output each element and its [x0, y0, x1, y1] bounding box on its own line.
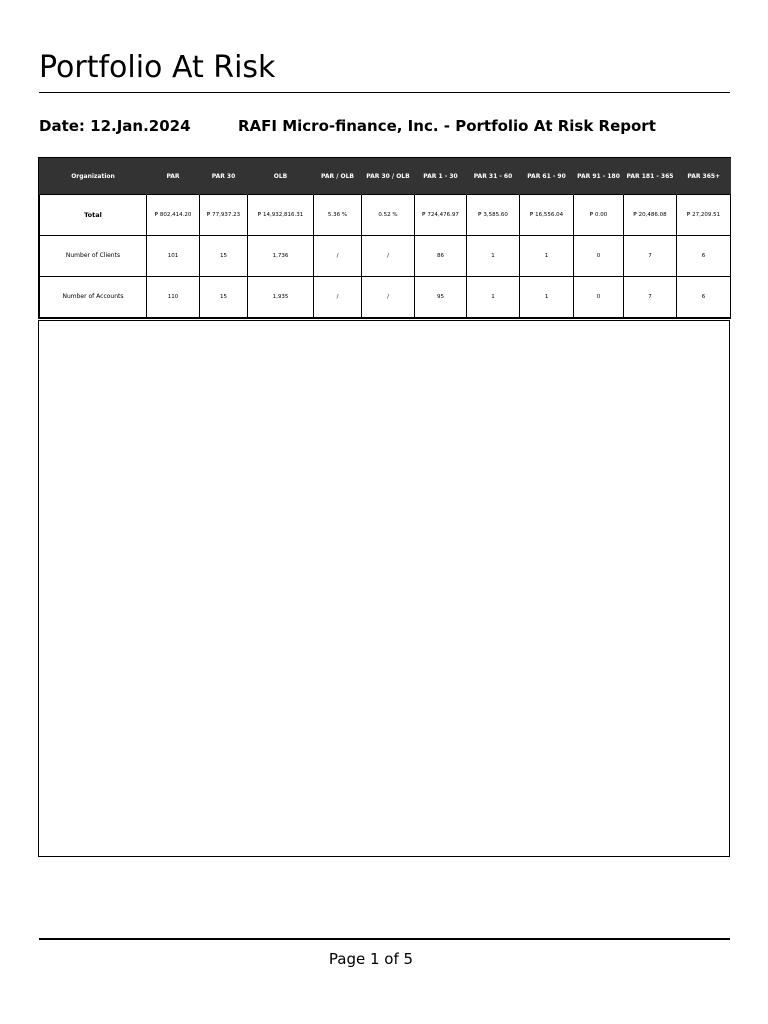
table-cell: 1: [520, 277, 574, 318]
header-par-30-olb: PAR 30 / OLB: [362, 158, 415, 195]
table-cell: 6: [677, 277, 731, 318]
table-cell: ₱ 802,414.20: [147, 195, 200, 236]
table-cell: 0: [574, 236, 624, 277]
par-table: [39, 158, 731, 318]
table-cell: ₱ 77,937.23: [200, 195, 248, 236]
table-cell: 110: [147, 277, 200, 318]
table-cell: 15: [200, 236, 248, 277]
table-cell: ₱ 3,585.60: [467, 195, 520, 236]
table-cell: 6: [677, 236, 731, 277]
table-cell: ₱ 27,209.51: [677, 195, 731, 236]
header-par: PAR: [147, 158, 200, 195]
header-par-30: PAR 30: [200, 158, 248, 195]
row-label: Total: [40, 195, 147, 236]
table-cell: 95: [415, 277, 467, 318]
header-par-1-30: PAR 1 - 30: [415, 158, 467, 195]
report-date: Date: 12.Jan.2024: [39, 117, 191, 135]
par-table-container: [38, 157, 731, 319]
header-organization: Organization: [40, 158, 147, 195]
table-row-accounts: [40, 277, 731, 318]
table-cell: 86: [415, 236, 467, 277]
table-cell: 0.52 %: [362, 195, 415, 236]
header-par-181-365: PAR 181 - 365: [624, 158, 677, 195]
row-label: Number of Accounts: [40, 277, 147, 318]
table-header-row: [40, 158, 731, 195]
title-divider: [39, 92, 730, 93]
table-cell: 7: [624, 277, 677, 318]
table-cell: 1,736: [248, 236, 314, 277]
table-cell: /: [362, 236, 415, 277]
header-olb: OLB: [248, 158, 314, 195]
header-par-91-180: PAR 91 - 180: [574, 158, 624, 195]
header-par-olb: PAR / OLB: [314, 158, 362, 195]
table-cell: 101: [147, 236, 200, 277]
table-row-clients: [40, 236, 731, 277]
table-cell: ₱ 14,932,816.31: [248, 195, 314, 236]
row-label: Number of Clients: [40, 236, 147, 277]
table-cell: 1,935: [248, 277, 314, 318]
footer-divider: [39, 938, 730, 940]
table-cell: ₱ 16,556.04: [520, 195, 574, 236]
header-par-61-90: PAR 61 - 90: [520, 158, 574, 195]
report-title: RAFI Micro-finance, Inc. - Portfolio At Risk Report: [238, 117, 656, 135]
table-cell: 0: [574, 277, 624, 318]
table-cell: 1: [467, 277, 520, 318]
header-par-365-plus: PAR 365+: [677, 158, 731, 195]
table-cell: 15: [200, 277, 248, 318]
table-cell: /: [314, 277, 362, 318]
table-cell: ₱ 0.00: [574, 195, 624, 236]
page-number: Page 1 of 5: [328, 950, 414, 968]
table-cell: ₱ 724,476.97: [415, 195, 467, 236]
page-title: Portfolio At Risk: [39, 50, 276, 85]
table-row-total: [40, 195, 731, 236]
empty-chart-area: [38, 320, 730, 857]
table-cell: /: [362, 277, 415, 318]
table-cell: 5.36 %: [314, 195, 362, 236]
header-par-31-60: PAR 31 - 60: [467, 158, 520, 195]
table-cell: 1: [467, 236, 520, 277]
table-cell: /: [314, 236, 362, 277]
table-cell: ₱ 20,486.08: [624, 195, 677, 236]
table-cell: 7: [624, 236, 677, 277]
table-cell: 1: [520, 236, 574, 277]
